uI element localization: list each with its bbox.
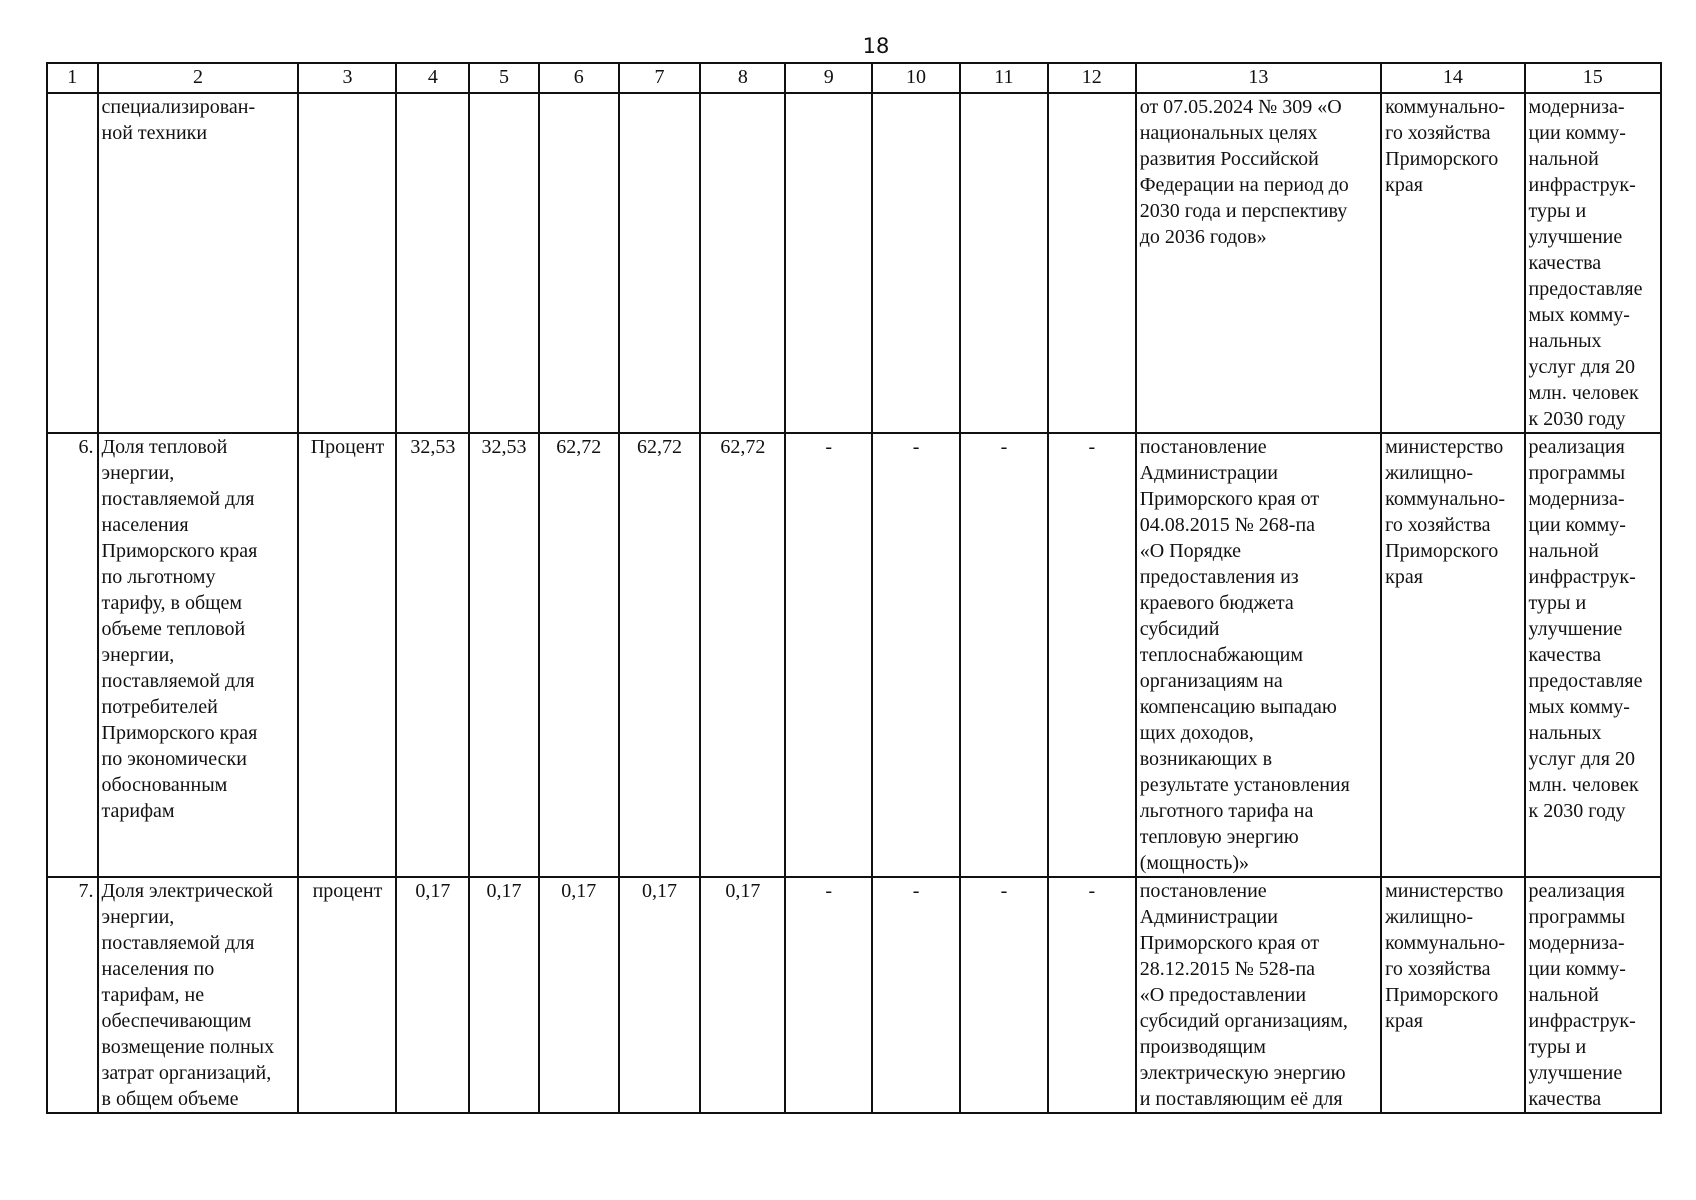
value-cell: 32,53 — [396, 433, 469, 877]
value-cell — [785, 93, 872, 433]
unit-cell: процент — [298, 877, 396, 1113]
unit-cell — [298, 93, 396, 433]
value-cell: 32,53 — [469, 433, 539, 877]
value-cell: - — [785, 877, 872, 1113]
document-cell: от 07.05.2024 № 309 «О национальных целях развития Российской Федерации на период до 2030 года и перспективу до 2036 годов» — [1136, 93, 1381, 433]
value-cell: - — [872, 877, 960, 1113]
document-cell: постановление Администрации Приморского края от 04.08.2015 № 268-па «О Порядке предоставления из краевого бюджета субсидий теплоснабжающим организациям на компенсацию выпадаю щих доходов, возникающих в результате установления льготного тарифа на тепловую энергию (мощность)» — [1136, 433, 1381, 877]
value-cell: 0,17 — [396, 877, 469, 1113]
value-cell: - — [872, 433, 960, 877]
column-header: 8 — [700, 63, 785, 93]
indicators-table — [46, 62, 1662, 1114]
value-cell: 62,72 — [619, 433, 701, 877]
column-header: 11 — [960, 63, 1048, 93]
column-number-row — [47, 63, 1661, 93]
column-header: 7 — [619, 63, 701, 93]
row-number — [47, 93, 98, 433]
value-cell — [396, 93, 469, 433]
link-cell: реализация программы модерниза- ции комму- нальной инфраструк- туры и улучшение качества — [1525, 877, 1661, 1113]
value-cell — [1048, 93, 1136, 433]
value-cell — [700, 93, 785, 433]
value-cell: 0,17 — [469, 877, 539, 1113]
unit-cell: Процент — [298, 433, 396, 877]
value-cell — [539, 93, 619, 433]
indicator-name: Доля электрической энергии, поставляемой для населения по тарифам, не обеспечивающим возмещение полных затрат организаций, в общем объеме — [98, 877, 299, 1113]
value-cell: - — [960, 433, 1048, 877]
indicator-name: специализирован- ной техники — [98, 93, 299, 433]
table-row — [47, 93, 1661, 433]
row-number: 6. — [47, 433, 98, 877]
table-row — [47, 877, 1661, 1113]
responsible-cell: министерство жилищно- коммунально- го хозяйства Приморского края — [1381, 877, 1524, 1113]
value-cell: 0,17 — [619, 877, 701, 1113]
value-cell: 0,17 — [700, 877, 785, 1113]
column-header: 3 — [298, 63, 396, 93]
link-cell: модерниза- ции комму- нальной инфраструк- туры и улучшение качества предоставляе мых комму- нальных услуг для 20 млн. человек к 2030 году — [1525, 93, 1661, 433]
column-header: 5 — [469, 63, 539, 93]
document-cell: постановление Администрации Приморского края от 28.12.2015 № 528-па «О предоставлении субсидий организациям, производящим электрическую энергию и поставляющим её для — [1136, 877, 1381, 1113]
column-header: 4 — [396, 63, 469, 93]
responsible-cell: министерство жилищно- коммунально- го хозяйства Приморского края — [1381, 433, 1524, 877]
column-header: 13 — [1136, 63, 1381, 93]
responsible-cell: коммунально- го хозяйства Приморского края — [1381, 93, 1524, 433]
column-header: 12 — [1048, 63, 1136, 93]
link-cell: реализация программы модерниза- ции комму- нальной инфраструк- туры и улучшение качества предоставляе мых комму- нальных услуг для 20 млн. человек к 2030 году — [1525, 433, 1661, 877]
page-number: 18 — [862, 34, 890, 58]
indicator-name: Доля тепловой энергии, поставляемой для населения Приморского края по льготному тарифу, в общем объеме тепловой энергии, поставляемой для потребителей Приморского края по экономически обоснованным тарифам — [98, 433, 299, 877]
column-header: 9 — [785, 63, 872, 93]
value-cell: - — [960, 877, 1048, 1113]
value-cell: - — [785, 433, 872, 877]
value-cell — [469, 93, 539, 433]
value-cell: 0,17 — [539, 877, 619, 1113]
value-cell — [872, 93, 960, 433]
value-cell — [619, 93, 701, 433]
column-header: 14 — [1381, 63, 1524, 93]
value-cell: - — [1048, 877, 1136, 1113]
column-header: 1 — [47, 63, 98, 93]
table-row — [47, 433, 1661, 877]
value-cell: 62,72 — [700, 433, 785, 877]
column-header: 6 — [539, 63, 619, 93]
value-cell: 62,72 — [539, 433, 619, 877]
column-header: 2 — [98, 63, 299, 93]
value-cell — [960, 93, 1048, 433]
column-header: 15 — [1525, 63, 1661, 93]
value-cell: - — [1048, 433, 1136, 877]
row-number: 7. — [47, 877, 98, 1113]
column-header: 10 — [872, 63, 960, 93]
